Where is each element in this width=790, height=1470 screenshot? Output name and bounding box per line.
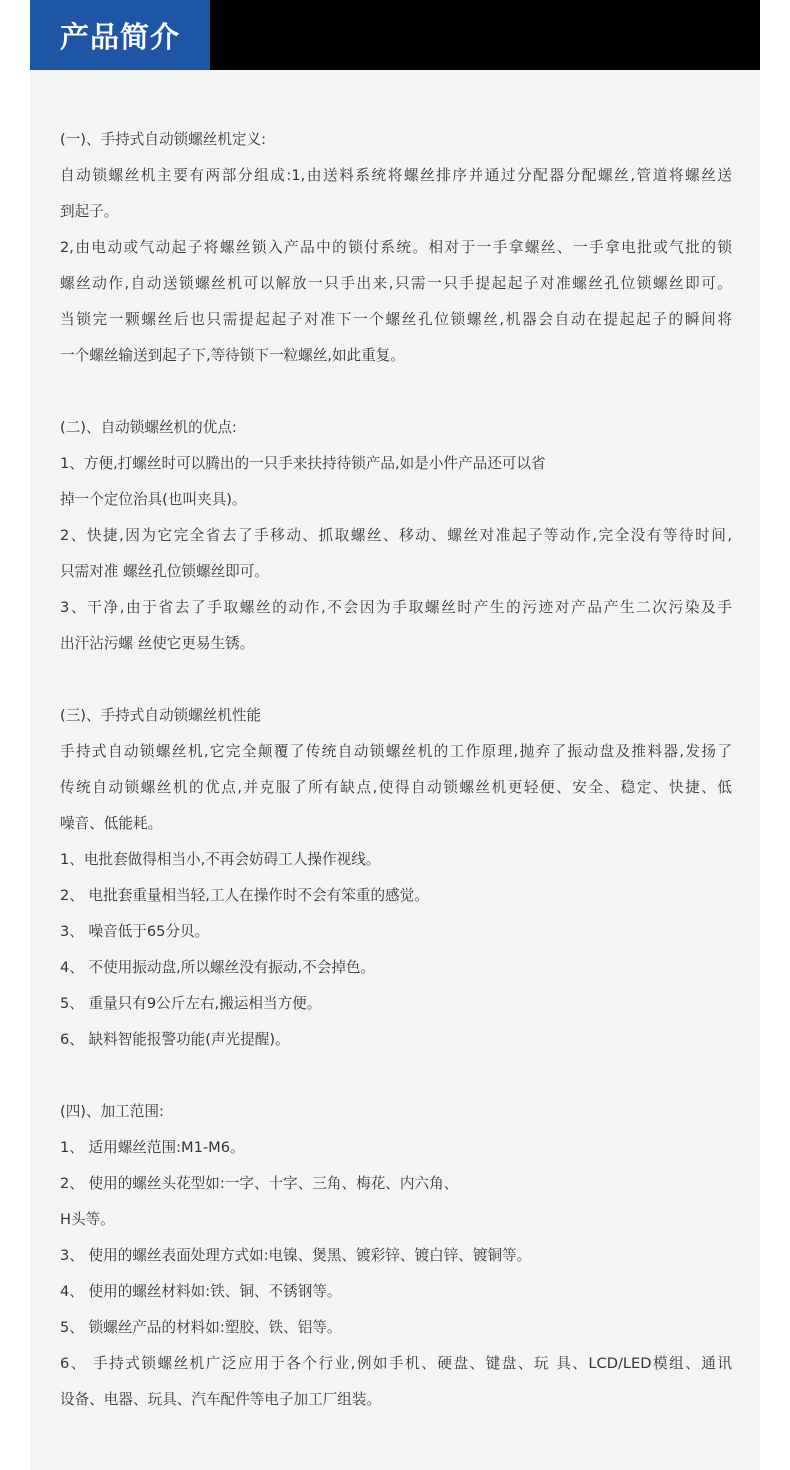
list-item: 2、快捷,因为它完全省去了手移动、抓取螺丝、移动、螺丝对准起子等动作,完全没有等待时间, <box>60 527 732 544</box>
section-advantages <box>60 410 732 662</box>
page-title: 产品简介 <box>59 19 180 54</box>
paragraph-line: 到起子。 <box>60 203 119 220</box>
section-heading: (一)、手持式自动锁螺丝机定义: <box>60 131 267 148</box>
list-item: 4、 不使用振动盘,所以螺丝没有振动,不会掉色。 <box>60 959 376 976</box>
section-heading: (二)、自动锁螺丝机的优点: <box>60 419 237 436</box>
section-scope <box>60 1094 732 1418</box>
paragraph-line: 2,由电动或气动起子将螺丝锁入产品中的锁付系统。相对于一手拿螺丝、一手拿电批或气批的锁 <box>60 239 732 256</box>
paragraph-line: 手持式自动锁螺丝机,它完全颠覆了传统自动锁螺丝机的工作原理,抛弃了振动盘及推料器,发扬了 <box>60 743 732 760</box>
list-item: 3、 使用的螺丝表面处理方式如:电镍、煲黑、镀彩锌、镀白锌、镀铜等。 <box>60 1247 532 1264</box>
section-heading: (四)、加工范围: <box>60 1103 164 1120</box>
list-item: 2、 电批套重量相当轻,工人在操作时不会有笨重的感觉。 <box>60 887 429 904</box>
paragraph-line: 螺丝动作,自动送锁螺丝机可以解放一只手出来,只需一只手提起起子对准螺丝孔位锁螺丝即可。 <box>60 275 732 292</box>
list-item: 只需对准 螺丝孔位锁螺丝即可。 <box>60 563 269 580</box>
paragraph-line: 自动锁螺丝机主要有两部分组成:1,由送料系统将螺丝排序并通过分配器分配螺丝,管道将螺丝送 <box>60 167 732 184</box>
text-block <box>60 122 732 1418</box>
section-performance <box>60 698 732 1058</box>
list-item: 2、 使用的螺丝头花型如:一字、十字、三角、梅花、内六角、 <box>60 1175 459 1192</box>
list-item: 3、干净,由于省去了手取螺丝的动作,不会因为手取螺丝时产生的污迹对产品产生二次污染及手 <box>60 599 732 616</box>
list-item: 1、方便,打螺丝时可以腾出的一只手来扶持待锁产品,如是小件产品还可以省 <box>60 455 546 472</box>
list-item: H头等。 <box>60 1211 115 1228</box>
list-item: 5、 锁螺丝产品的材料如:塑胶、铁、铝等。 <box>60 1319 342 1336</box>
list-item: 设备、电器、玩具、汽车配件等电子加工厂组装。 <box>60 1391 382 1408</box>
list-item: 1、电批套做得相当小,不再会妨碍工人操作视线。 <box>60 851 381 868</box>
section-heading: (三)、手持式自动锁螺丝机性能 <box>60 707 262 724</box>
list-item: 6、 缺料智能报警功能(声光提醒)。 <box>60 1031 290 1048</box>
list-item: 掉一个定位治具(也叫夹具)。 <box>60 491 247 508</box>
paragraph-line: 一个螺丝输送到起子下,等待锁下一粒螺丝,如此重复。 <box>60 347 405 364</box>
list-item: 出汗沾污螺 丝使它更易生锈。 <box>60 635 255 652</box>
content-panel <box>30 70 760 1470</box>
section-definition <box>60 122 732 374</box>
list-item: 3、 噪音低于65分贝。 <box>60 923 210 940</box>
paragraph-line: 噪音、低能耗。 <box>60 815 163 832</box>
paragraph-line: 传统自动锁螺丝机的优点,并克服了所有缺点,使得自动锁螺丝机更轻便、安全、稳定、快捷、低 <box>60 779 732 796</box>
list-item: 4、 使用的螺丝材料如:铁、铜、不锈钢等。 <box>60 1283 342 1300</box>
section-gap <box>60 374 732 410</box>
title-tab <box>30 0 210 70</box>
paragraph-line: 当锁完一颗螺丝后也只需提起起子对准下一个螺丝孔位锁螺丝,机器会自动在提起起子的瞬间将 <box>60 311 732 328</box>
header-bar <box>30 0 760 70</box>
list-item: 1、 适用螺丝范围:M1-M6。 <box>60 1139 245 1156</box>
list-item: 6、 手持式锁螺丝机广泛应用于各个行业,例如手机、硬盘、键盘、玩 具、LCD/LED模组、通讯 <box>60 1355 732 1372</box>
section-gap <box>60 1058 732 1094</box>
section-gap <box>60 662 732 698</box>
list-item: 5、 重量只有9公斤左右,搬运相当方便。 <box>60 995 322 1012</box>
